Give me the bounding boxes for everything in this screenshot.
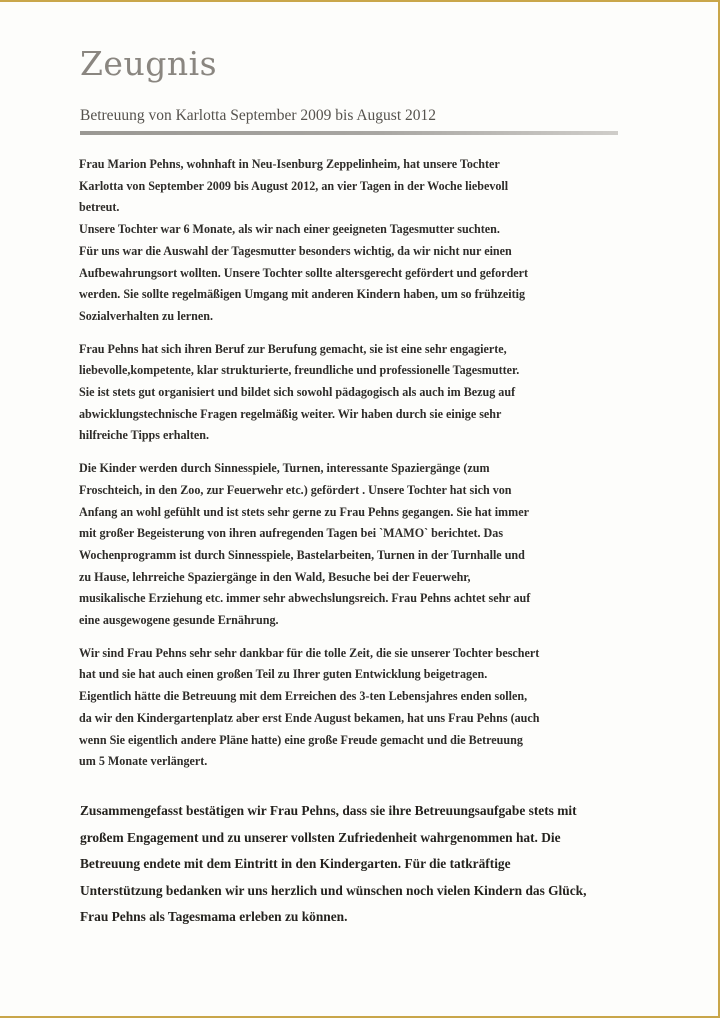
text-line: wenn Sie eigentlich andere Pläne hatte) eine große Freude gemacht und die Betreuung [79, 732, 523, 747]
title-divider [80, 131, 618, 135]
paragraph-introduction [79, 154, 639, 328]
paragraph-qualities [79, 339, 639, 448]
text-line: Frau Pehns als Tagesmama erleben zu können. [80, 909, 348, 925]
text-line: Unsere Tochter war 6 Monate, als wir nach einer geeigneten Tagesmutter suchten. [79, 222, 500, 237]
text-line: Sie ist stets gut organisiert und bildet sich sowohl pädagogisch als auch im Bezug auf [79, 385, 516, 400]
text-line: Wochenprogramm ist durch Sinnesspiele, Bastelarbeiten, Turnen in der Turnhalle und [79, 547, 525, 562]
text-line: Betreuung endete mit dem Eintritt in den Kindergarten. Für die tatkräftige [80, 856, 511, 872]
document-body [79, 154, 639, 784]
text-line: Die Kinder werden durch Sinnesspiele, Turnen, interessante Spaziergänge (zum [79, 461, 490, 476]
document-subtitle: Betreuung von Karlotta September 2009 bis August 2012 [80, 107, 437, 124]
text-line: mit großer Begeisterung von ihren aufregenden Tagen bei `MAMO` berichtet. Das [79, 526, 504, 541]
text-line: hat und sie hat auch einen großen Teil zu Ihrer guten Entwicklung beigetragen. [79, 667, 488, 682]
text-line: Froschteich, in den Zoo, zur Feuerwehr etc.) gefördert . Unsere Tochter hat sich von [79, 482, 512, 497]
summary-paragraph [80, 798, 650, 931]
text-line: Unterstützung bedanken wir uns herzlich und wünschen noch vielen Kindern das Glück, [80, 882, 587, 898]
text-line: Frau Marion Pehns, wohnhaft in Neu-Isenburg Zeppelinheim, hat unsere Tochter [79, 157, 500, 171]
text-line: Eigentlich hätte die Betreuung mit dem Erreichen des 3-ten Lebensjahres enden sollen, [79, 689, 528, 704]
text-line: abwicklungstechnische Fragen regelmäßig weiter. Wir haben durch sie einige sehr [79, 406, 502, 421]
text-line: Zusammengefasst bestätigen wir Frau Pehns, dass sie ihre Betreuungsaufgabe stets mit [80, 803, 577, 818]
paragraph-gratitude [79, 643, 639, 773]
text-line: Anfang an wohl gefühlt und ist stets sehr gerne zu Frau Pehns gegangen. Sie hat immer [79, 504, 529, 519]
text-line: werden. Sie sollte regelmäßigen Umgang mit anderen Kindern haben, um so frühzeitig [79, 287, 526, 302]
text-line: Aufbewahrungsort wollten. Unsere Tochter sollte altersgerecht gefördert und gefordert [79, 265, 529, 280]
text-line: Sozialverhalten zu lernen. [79, 308, 214, 323]
text-line: um 5 Monate verlängert. [79, 754, 208, 769]
text-line: Karlotta von September 2009 bis August 2012, an vier Tagen in der Woche liebevoll [79, 178, 509, 193]
text-line: zu Hause, lehrreiche Spaziergänge in den Wald, Besuche bei der Feuerwehr, [79, 569, 471, 584]
text-line: Wir sind Frau Pehns sehr sehr dankbar für die tolle Zeit, die sie unserer Tochter beschert [79, 645, 540, 660]
document-title: Zeugnis [80, 44, 218, 83]
text-line: da wir den Kindergartenplatz aber erst Ende August bekamen, hat uns Frau Pehns (auch [79, 710, 540, 725]
text-line: musikalische Erziehung etc. immer sehr abwechslungsreich. Frau Pehns achtet sehr auf [79, 591, 531, 606]
text-line: hilfreiche Tipps erhalten. [79, 428, 210, 443]
text-line: betreut. [79, 200, 120, 215]
paragraph-activities [79, 458, 639, 632]
text-line: großem Engagement und zu unserer vollsten Zufriedenheit wahrgenommen hat. Die [80, 829, 561, 845]
text-line: eine ausgewogene gesunde Ernährung. [79, 613, 279, 628]
text-line: liebevolle,kompetente, klar strukturierte, freundliche und professionelle Tagesmutter. [79, 363, 520, 378]
text-line: Frau Pehns hat sich ihren Beruf zur Berufung gemacht, sie ist eine sehr engagierte, [79, 341, 507, 356]
text-line: Für uns war die Auswahl der Tagesmutter besonders wichtig, da wir nicht nur einen [79, 243, 512, 258]
